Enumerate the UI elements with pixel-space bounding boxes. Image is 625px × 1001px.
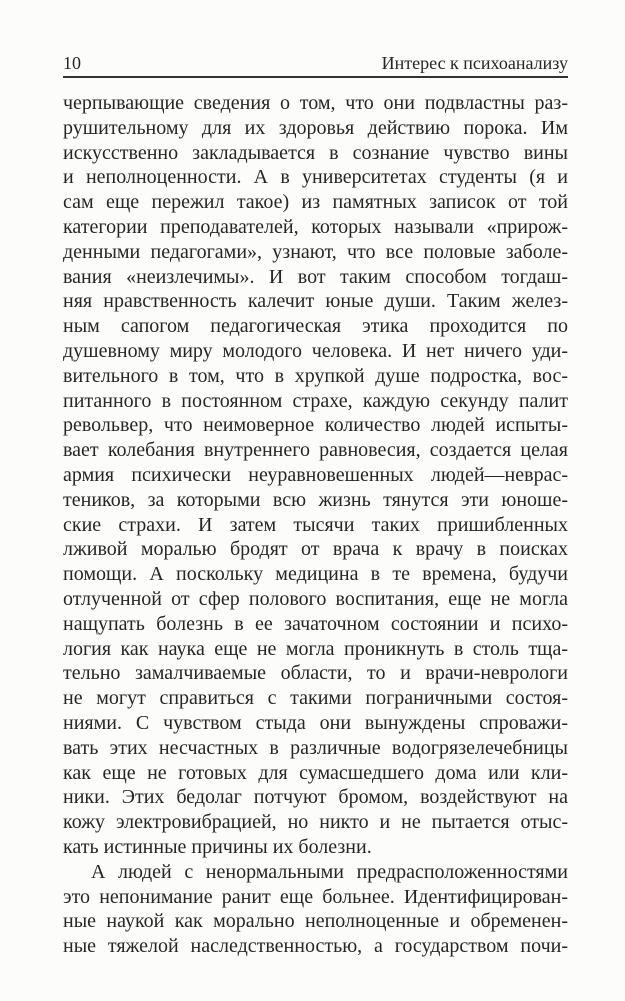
header-rule: [63, 76, 568, 78]
text-line: и неполноценности. А в университетах студенты (я и: [63, 166, 568, 189]
text-line: помощи. А поскольку медицина в те времена, будучи: [63, 563, 568, 586]
text-line: тельно замалчиваемые области, то и врачи-неврологи: [63, 662, 568, 685]
text-line: душевному миру молодого человека. И нет ничего уди-: [63, 339, 568, 362]
text-line: кожу электровибрацией, но никто и не пытается отыс-: [63, 811, 568, 834]
text-line: нащупать болезнь в ее зачаточном состоянии и психо-: [63, 612, 568, 635]
text-line: питанного в постоянном страхе, каждую секунду палит: [63, 389, 568, 412]
text-line: логия как наука еще не могла проникнуть в столь тща-: [63, 637, 568, 660]
text-line: как еще не готовых для сумасшедшего дома или кли-: [63, 761, 568, 784]
text-line: вать этих несчастных в различные водогрязелечебницы: [63, 736, 568, 759]
text-line: ники. Этих бедолаг потчуют бромом, воздействуют на: [63, 786, 568, 809]
text-line: теников, за которыми всю жизнь тянутся эти юноше-: [63, 488, 568, 511]
text-line: лживой моралью бродят от врача к врачу в поисках: [63, 538, 568, 561]
running-header: [63, 50, 568, 74]
running-title: Интерес к психоанализу: [381, 53, 568, 73]
text-line: сам еще пережил такое) из памятных записок от той: [63, 191, 568, 214]
text-line: А людей с ненормальными предрасположенностями: [91, 860, 568, 883]
text-line: ниями. С чувством стыда они вынуждены спроважи-: [63, 711, 568, 734]
text-line: отлученной от сфер полового воспитания, еще не могла: [63, 587, 568, 610]
text-line: это непонимание ранит еще больнее. Идентифицирован-: [63, 885, 568, 908]
text-line: денными педагогами», узнают, что все половые заболе-: [63, 240, 568, 263]
text-line: ские страхи. И затем тысячи таких пришибленных: [63, 513, 568, 536]
text-line: вительного в том, что в хрупкой душе подростка, вос-: [63, 364, 568, 387]
text-line: ные наукой как морально неполноценные и обременен-: [63, 910, 568, 933]
text-line: рушительному для их здоровья действию порока. Им: [63, 116, 568, 139]
text-line: искусственно закладывается в сознание чувство вины: [63, 141, 568, 164]
page-number: 10: [63, 53, 81, 73]
text-line: ные тяжелой наследственностью, а государством почи-: [63, 935, 568, 958]
body-text: [63, 91, 568, 959]
text-line: вания «неизлечимы». И вот таким способом тогдаш-: [63, 265, 568, 288]
text-line: кать истинные причины их болезни.: [63, 835, 372, 858]
text-line: няя нравственность калечит юные души. Таким желез-: [63, 290, 568, 313]
text-line: револьвер, что неимоверное количество людей испыты-: [63, 414, 568, 437]
text-line: категории преподавателей, которых называли «прирож-: [63, 215, 568, 238]
text-line: черпывающие сведения о том, что они подвластны раз-: [63, 92, 568, 114]
text-line: армия психически неуравновешенных людей—неврас-: [63, 463, 568, 486]
text-line: ным сапогом педагогическая этика проходится по: [63, 315, 568, 338]
text-line: не могут справиться с такими пограничными состоя-: [63, 687, 568, 710]
text-line: вает колебания внутреннего равновесия, создается целая: [63, 439, 568, 462]
